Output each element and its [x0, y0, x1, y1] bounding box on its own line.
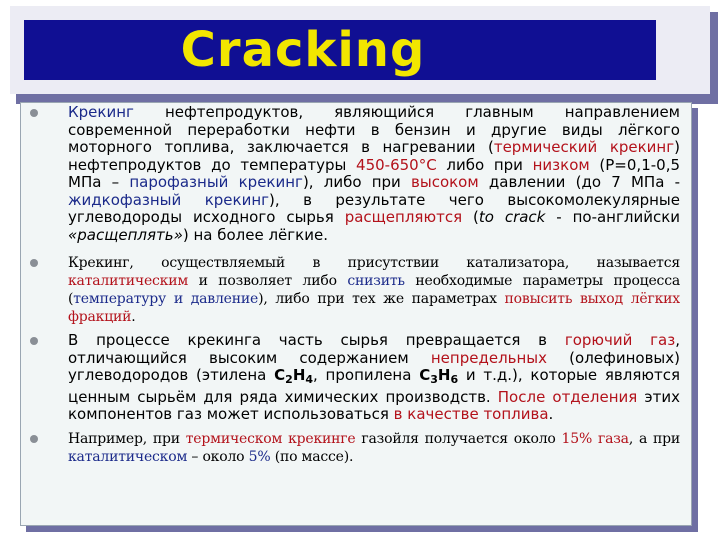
text-span: Крекинг, осуществляемый в присутствии катализатора, называется [68, 255, 680, 271]
term-temp-pressure: температуру и давление [73, 291, 259, 307]
term-reduce: снизить [347, 273, 405, 289]
text-span: и позволяет либо [188, 273, 348, 289]
text-span: Н [292, 366, 306, 384]
bullet-item-2 [30, 254, 680, 326]
title-banner [24, 20, 656, 80]
formula-propylene [419, 366, 458, 384]
value-15-percent: 15% [561, 430, 593, 447]
text-span: либо при [436, 155, 533, 174]
text-span: ) нефтепродуктов до температуры [68, 138, 680, 174]
value-5-percent: 5% [248, 448, 271, 465]
text-span: газойля получается около [355, 430, 562, 447]
term-as-fuel: в качестве топлива [393, 405, 549, 423]
text-span: нефтепродуктов, являющийся главным направлением современной переработки нефти в бензин и другие виды лёгкого моторного топлива, заключается в нагревании ( [68, 103, 680, 156]
term-catalytic-2: каталитическом [68, 448, 188, 465]
text-span: . [131, 309, 136, 325]
text-span: (олефиновых) углеводородов (этилена [68, 348, 680, 384]
text-span: и т.д.), которые являются ценным сырьём для ряда химических производств. [68, 366, 680, 406]
term-liquid-phase: жидкофазный крекинг [68, 190, 270, 209]
bullet-dot-icon [30, 109, 38, 117]
term-gas: газа [597, 430, 629, 447]
bullet-text-2 [68, 254, 680, 326]
text-span: ( [462, 208, 479, 226]
text-span: Например, при [68, 430, 186, 447]
term-thermal-cracking-2: термическом крекинге [185, 430, 356, 447]
text-span: необходимые параметры процесса ( [68, 273, 680, 307]
title-frame [10, 6, 710, 94]
text-span: 2 [285, 373, 293, 386]
text-span: ), либо при [302, 173, 412, 191]
text-span: Н [437, 366, 451, 384]
text-span: этих компонентов газ может использоваться [68, 387, 680, 423]
text-span: , отличающийся высоким содержанием [68, 331, 680, 367]
term-split: расщепляются [344, 208, 463, 226]
term-combustible-gas: горючий газ [564, 331, 676, 349]
bullet-item-3 [30, 332, 680, 424]
bullet-text-3 [68, 332, 680, 424]
text-span: - по-английски [545, 208, 681, 226]
text-span: (по массе). [270, 448, 354, 465]
text-span: – около [187, 448, 249, 465]
text-span: ) на более лёгкие. [182, 225, 328, 244]
text-span: С [274, 366, 286, 384]
text-span: (Р=0,1-0,5 МПа – [68, 155, 680, 191]
text-span: , а при [628, 430, 680, 447]
text-span: ), либо при тех же параметрах [258, 291, 505, 307]
bullet-text-1 [68, 104, 680, 244]
text-span: 6 [450, 373, 459, 386]
text-span: ), в результате чего высокомолекулярные углеводороды исходного сырья [68, 190, 680, 226]
bullet-dot-icon [30, 435, 38, 443]
term-high: высоком [411, 173, 479, 191]
term-after-separation: После отделения [497, 387, 638, 406]
bullet-list [30, 102, 680, 466]
bullet-dot-icon [30, 337, 38, 345]
term-catalytic: каталитическим [68, 273, 189, 289]
term-to-crack: to crack [478, 208, 546, 226]
term-thermal-cracking: термический крекинг [493, 138, 675, 156]
term-low: низком [532, 155, 590, 174]
formula-ethylene [274, 366, 313, 384]
term-increase-yield: повысить выход лёгких фракций [68, 291, 680, 325]
text-span: 3 [430, 373, 438, 386]
bullet-item-1 [30, 104, 680, 244]
slide-title: Cracking [180, 22, 426, 78]
text-span: , пропилена [313, 366, 420, 384]
text-span: В процессе крекинга часть сырья превращается в [68, 331, 565, 349]
term-unsaturated: непредельных [430, 348, 548, 367]
term-vapor-phase: парофазный крекинг [129, 173, 303, 191]
bullet-text-4 [68, 430, 680, 466]
text-span: С [419, 366, 431, 384]
term-cracking: Крекинг [68, 103, 134, 121]
bullet-dot-icon [30, 259, 38, 267]
text-span: давлении (до 7 МПа - [478, 173, 681, 191]
text-span: . [548, 405, 554, 423]
text-span: 4 [305, 373, 314, 386]
term-raspeshchlyat: «расщеплять» [68, 225, 183, 244]
temperature-range: 450-650°С [356, 155, 437, 174]
bullet-item-4 [30, 430, 680, 466]
